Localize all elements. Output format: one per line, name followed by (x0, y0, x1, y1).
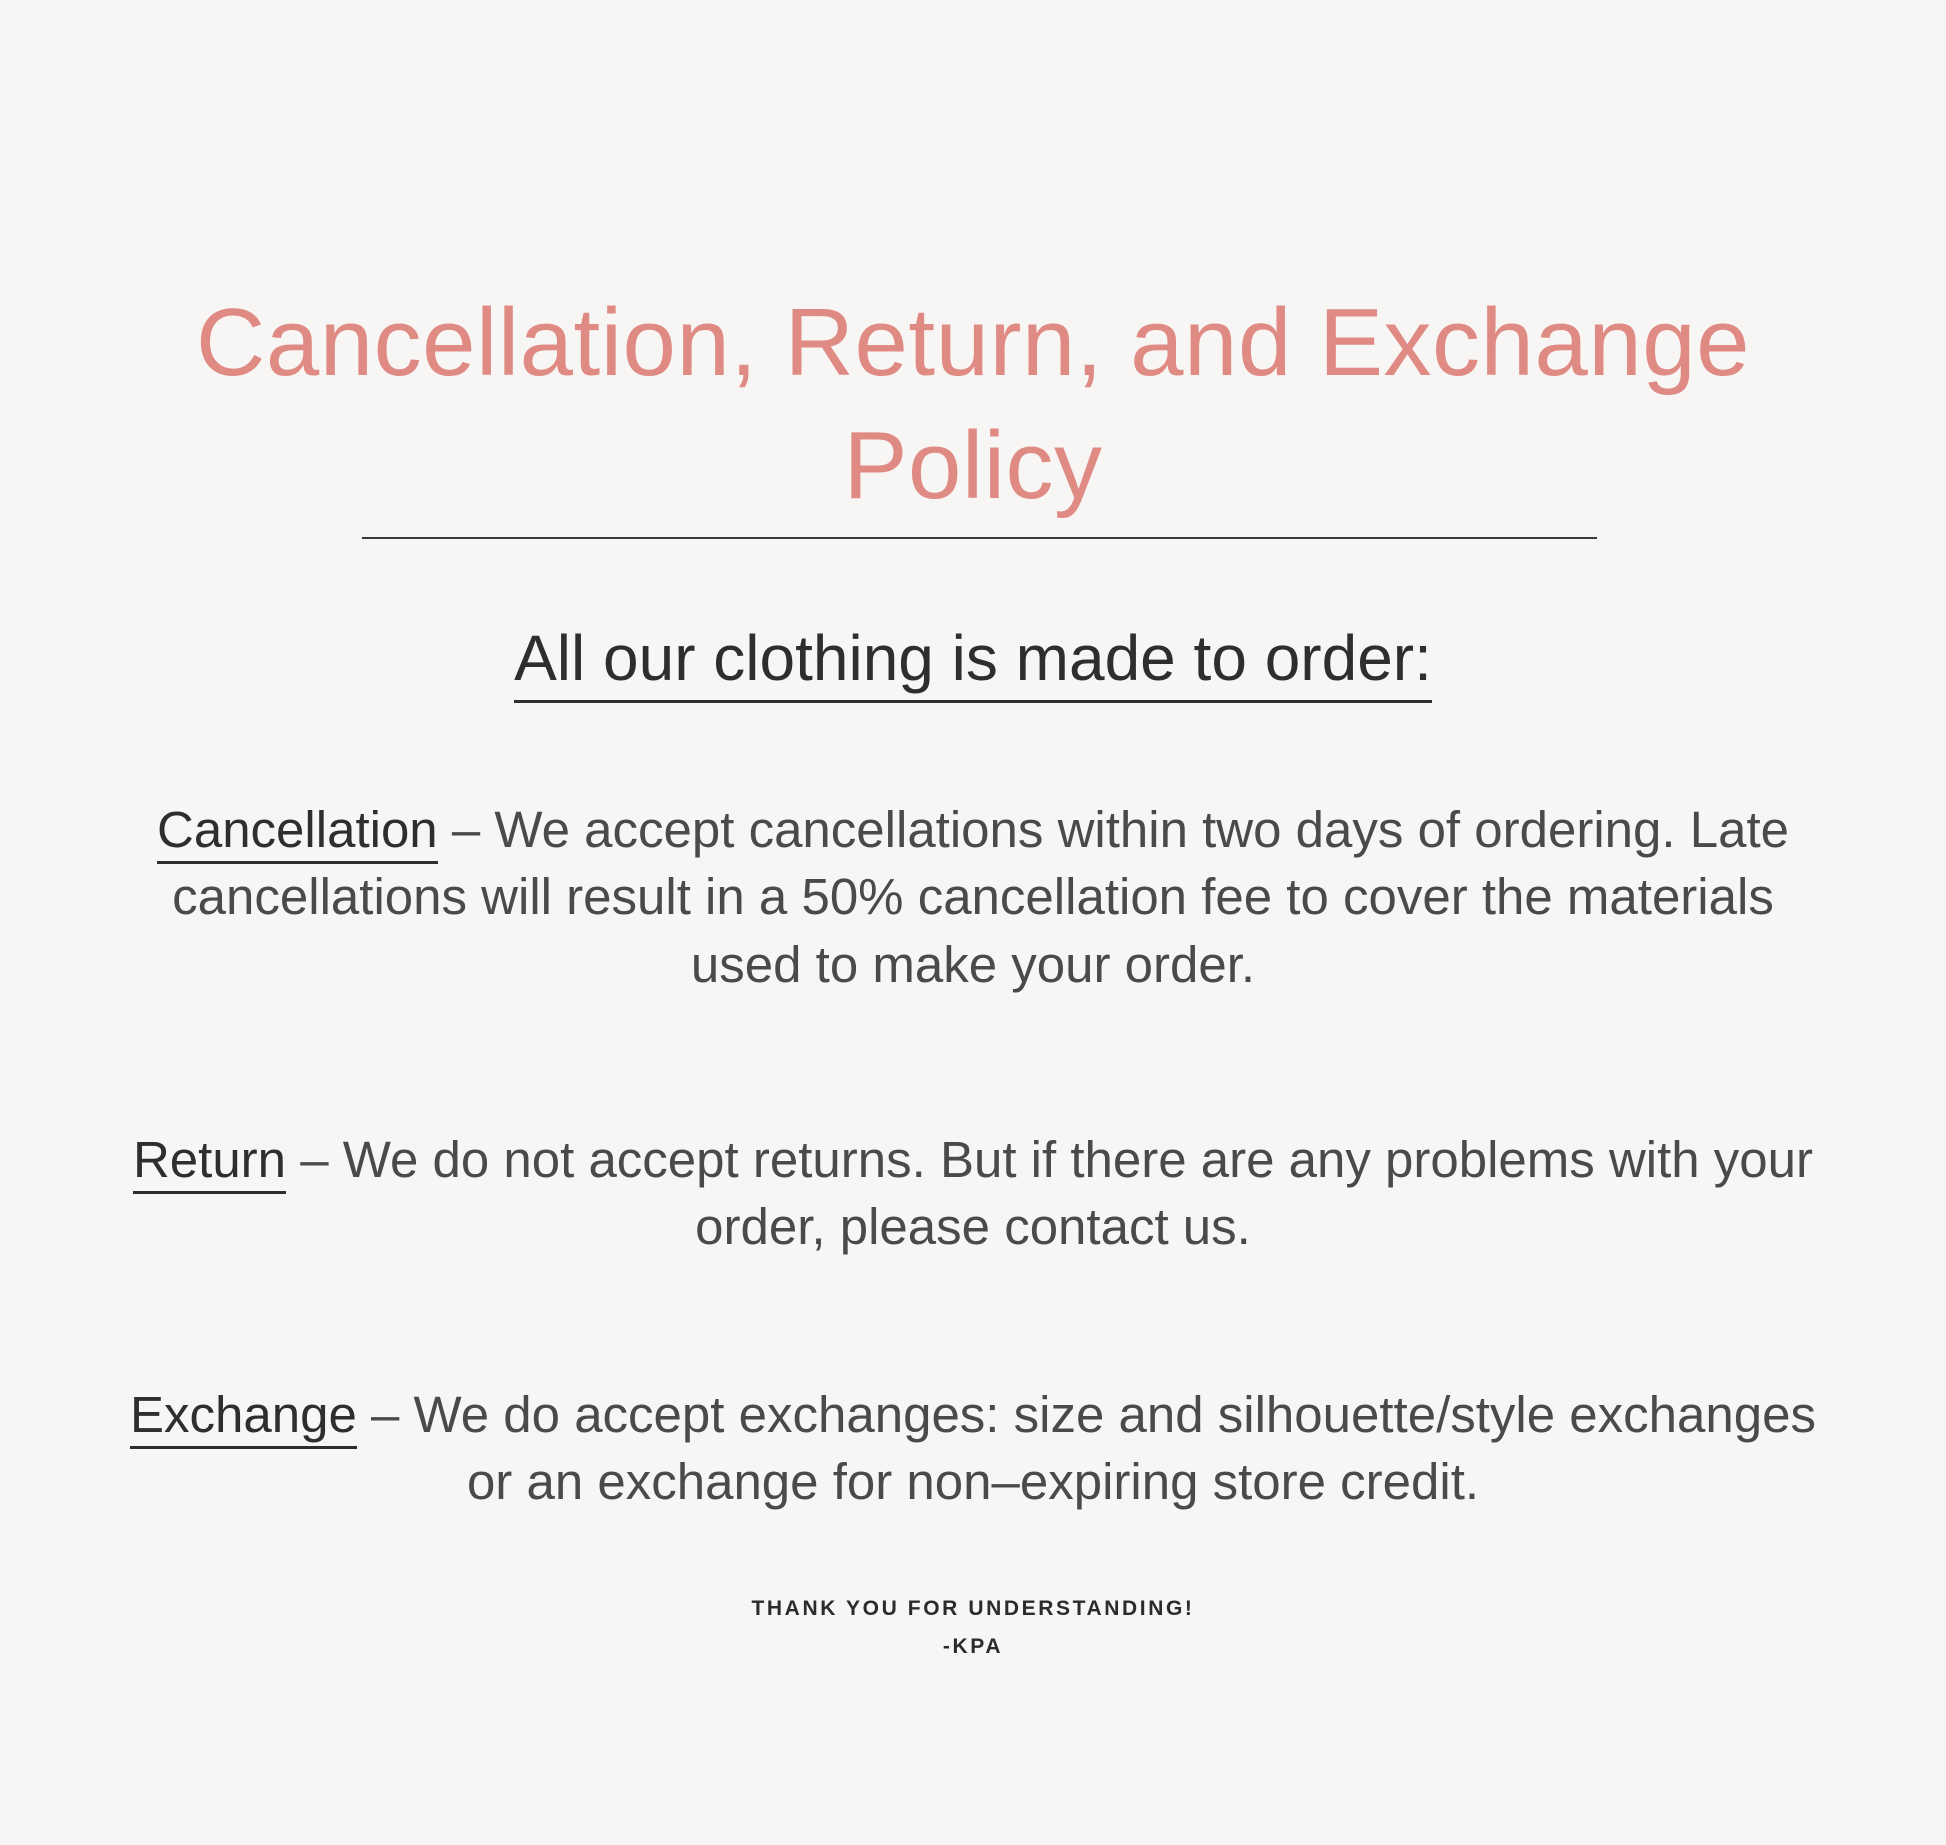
section-return (118, 1126, 1828, 1261)
page-subtitle (170, 618, 1776, 698)
section-return-text: – We do not accept returns. But if there are any problems with your order, please contact us. (286, 1131, 1814, 1256)
section-cancellation (118, 796, 1828, 998)
subtitle-text: All our clothing is made to order: (514, 622, 1432, 703)
section-return-term: Return (133, 1131, 286, 1194)
footer (170, 1593, 1776, 1662)
footer-thanks: THANK YOU FOR UNDERSTANDING! (751, 1597, 1195, 1620)
title-divider (362, 537, 1597, 539)
section-exchange (118, 1381, 1828, 1516)
page-title: Cancellation, Return, and Exchange Policy (196, 289, 1750, 520)
footer-signature: -KPA (942, 1634, 1004, 1658)
section-exchange-term: Exchange (130, 1386, 357, 1449)
section-exchange-text: – We do accept exchanges: size and silhouette/style exchanges or an exchange for non–expiring store credit. (356, 1386, 1816, 1511)
section-cancellation-text: – We accept cancellations within two days of ordering. Late cancellations will result in a 50% cancellation fee to cover the materials used to make your order. (172, 801, 1789, 993)
section-cancellation-term: Cancellation (157, 801, 438, 864)
